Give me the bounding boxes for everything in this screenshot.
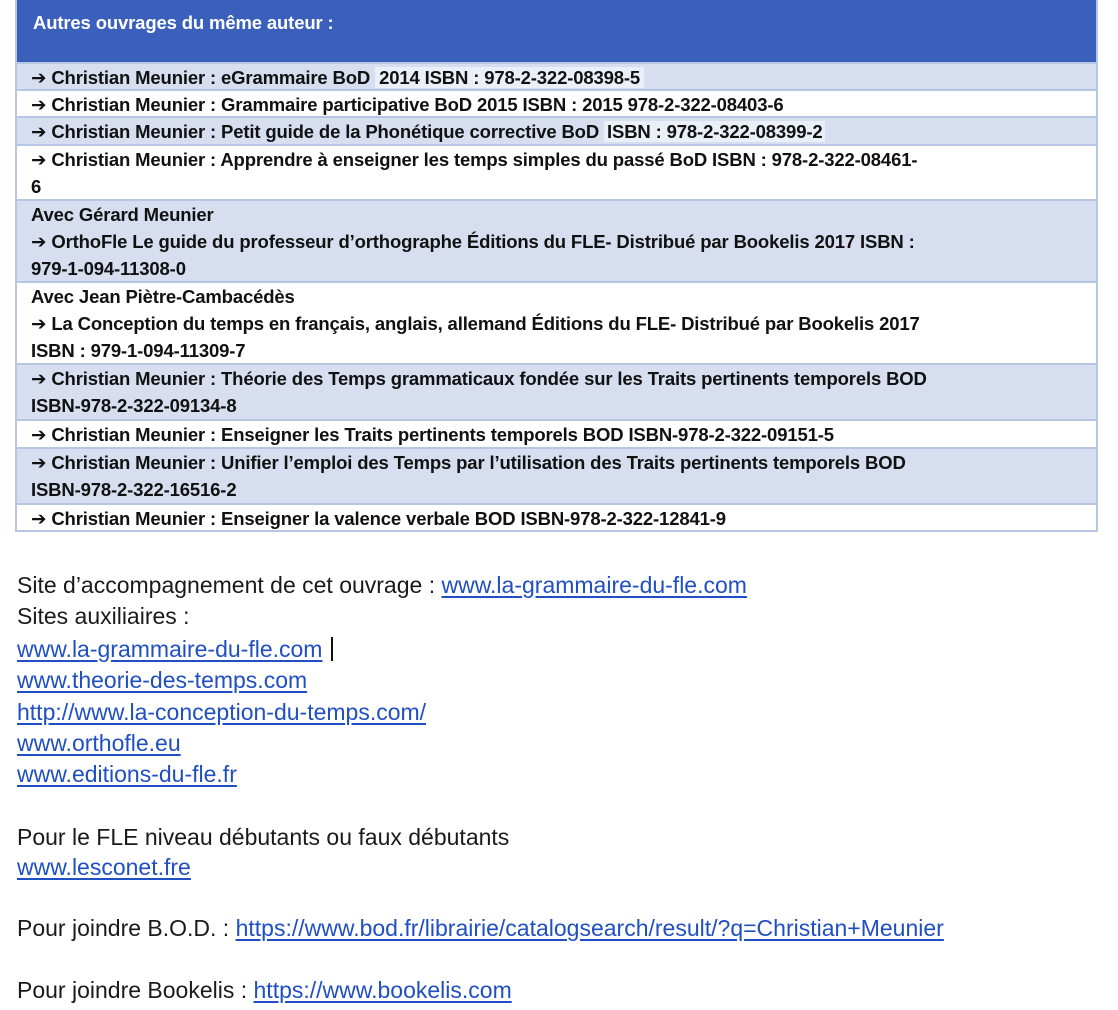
row-text-cont: 6 (31, 176, 42, 197)
row-text-cont: 979-1-094-11308-0 (31, 258, 186, 279)
row-text: ➔ Christian Meunier : Enseigner les Traits pertinents temporels BOD ISBN-978-2-322-09151-5 (31, 424, 834, 445)
row-text-cont: ISBN-978-2-322-09134-8 (31, 395, 237, 416)
table-row (17, 199, 1096, 281)
row-text: ➔ La Conception du temps en français, anglais, allemand Éditions du FLE- Distribué par Bookelis 2017 (31, 313, 920, 334)
aux-link-row (17, 697, 426, 728)
row-coauthor: Avec Jean Piètre-Cambacédès (31, 286, 295, 307)
row-text-cont: ISBN : 979-1-094-11309-7 (31, 340, 246, 361)
aux-link-row (17, 665, 307, 696)
aux-site-link[interactable]: http://www.la-conception-du-temps.com/ (17, 699, 427, 725)
table-row (17, 89, 1096, 116)
aux-site-link[interactable]: www.theorie-des-temps.com (17, 667, 308, 693)
row-isbn-highlight: ISBN : 978-2-322-08399-2 (604, 121, 825, 142)
aux-site-link[interactable]: www.editions-du-fle.fr (17, 761, 237, 787)
row-text: ➔ Christian Meunier : Théorie des Temps grammaticaux fondée sur les Traits pertinents temporels BOD (31, 368, 927, 389)
companion-site-link[interactable]: www.la-grammaire-du-fle.com (441, 572, 747, 598)
row-text: ➔ Christian Meunier : Petit guide de la Phonétique corrective BoD (31, 121, 600, 142)
row-coauthor: Avec Gérard Meunier (31, 204, 214, 225)
bookelis-label: Pour joindre Bookelis : (17, 977, 248, 1003)
table-row (17, 62, 1096, 89)
fle-link-row (17, 852, 191, 883)
table-row (17, 447, 1096, 503)
aux-sites-label: Sites auxiliaires : (17, 603, 190, 629)
aux-site-link[interactable]: www.orthofle.eu (17, 730, 181, 756)
text-cursor (331, 637, 333, 661)
fle-label: Pour le FLE niveau débutants ou faux débutants (17, 824, 510, 850)
bod-label: Pour joindre B.O.D. : (17, 915, 230, 941)
row-text: ➔ Christian Meunier : Unifier l’emploi des Temps par l’utilisation des Traits pertinents temporels BOD (31, 452, 906, 473)
row-text: ➔ Christian Meunier : eGrammaire BoD (31, 67, 371, 88)
table-row (17, 363, 1096, 419)
other-works-table (15, 0, 1098, 532)
table-row (17, 419, 1096, 447)
row-text: ➔ OrthoFle Le guide du professeur d’orthographe Éditions du FLE- Distribué par Bookelis 2017 ISBN : (31, 231, 915, 252)
bod-link[interactable]: https://www.bod.fr/librairie/catalogsearch/result/?q=Christian+Meunier (235, 915, 944, 941)
table-row (17, 503, 1096, 530)
aux-link-row (17, 728, 181, 759)
fle-link[interactable]: www.lesconet.fre (17, 854, 191, 880)
bookelis-line (17, 975, 512, 1006)
aux-link-row (17, 634, 333, 665)
bod-line (17, 913, 944, 944)
aux-link-row (17, 759, 237, 790)
aux-site-link[interactable]: www.la-grammaire-du-fle.com (17, 636, 323, 662)
table-header: Autres ouvrages du même auteur : (17, 0, 1096, 62)
row-text: ➔ Christian Meunier : Apprendre à enseigner les temps simples du passé BoD ISBN : 978-2-322-08461- (31, 149, 918, 170)
row-isbn-highlight: 2014 ISBN : 978-2-322-08398-5 (375, 67, 644, 88)
companion-site-label: Site d’accompagnement de cet ouvrage : (17, 572, 436, 598)
row-text: ➔ Christian Meunier : Enseigner la valence verbale BOD ISBN-978-2-322-12841-9 (31, 508, 726, 529)
row-text-cont: ISBN-978-2-322-16516-2 (31, 479, 237, 500)
table-row (17, 281, 1096, 363)
bookelis-link[interactable]: https://www.bookelis.com (253, 977, 512, 1003)
companion-site-line (17, 570, 747, 601)
row-text: ➔ Christian Meunier : Grammaire participative BoD 2015 ISBN : 2015 978-2-322-08403-6 (31, 94, 784, 115)
table-row (17, 116, 1096, 144)
table-row (17, 144, 1096, 199)
